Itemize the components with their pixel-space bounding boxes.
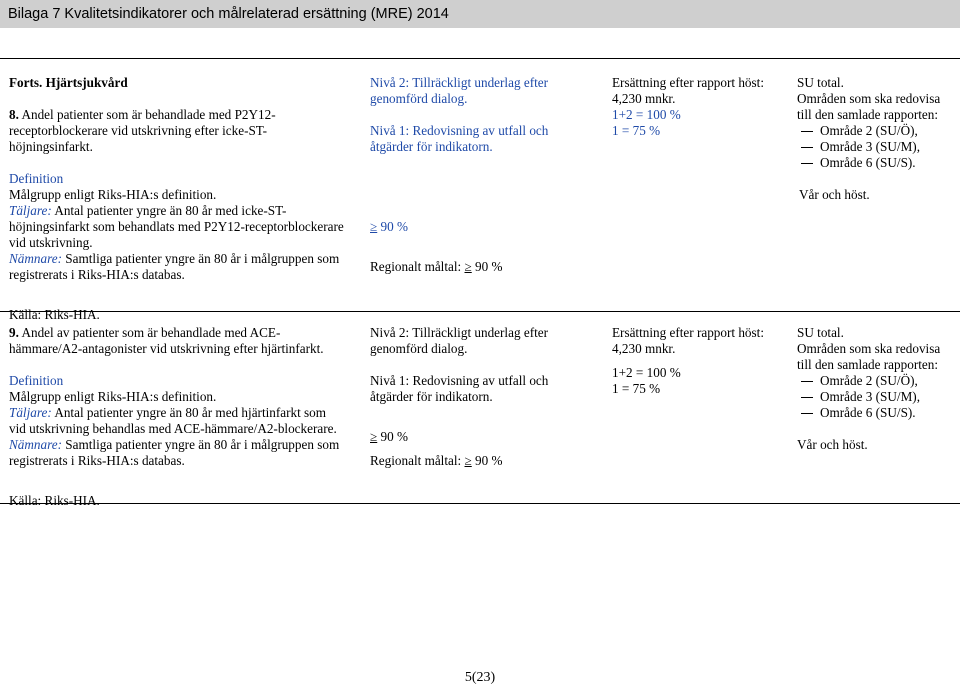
ge-sign: ≥ [370,219,378,234]
indicator-heading-line: receptorblockerare vid utskrivning efter icke-ST- [9,123,268,138]
regional-target-value: 90 % [471,259,503,274]
report-scope: SU total. [797,325,844,340]
area-list-item: Område 6 (SU/S). [797,405,957,421]
source-text: Källa: Riks-HIA. [9,307,100,322]
area-list-item: Område 2 (SU/Ö), [797,373,957,389]
compensation-cell [612,325,787,397]
level2-text: Nivå 2: Tillräckligt underlag efter [370,325,548,340]
level2-text: Nivå 2: Tillräckligt underlag efter [370,75,548,90]
numerator-label: Täljare: [9,203,52,218]
row-divider [0,311,960,312]
target-group-text: Målgrupp enligt Riks-HIA:s definition. [9,389,217,404]
report-areas-intro: Områden som ska redovisa [797,91,941,106]
reporting-season: Vår och höst. [799,187,870,202]
target-level-cell [370,325,590,469]
numerator-text: vid utskrivning. [9,235,93,250]
indicator-heading-line: höjningsinfarkt. [9,139,93,154]
denominator-label: Nämnare: [9,437,62,452]
report-scope: SU total. [797,75,844,90]
indicator-table [0,58,960,508]
compensation-amount: 4,230 mnkr. [612,91,676,106]
level1-text: Nivå 1: Redovisning av utfall och [370,123,549,138]
compensation-amount: 4,230 mnkr. [612,341,676,356]
area-list-item: Område 3 (SU/M), [797,139,957,155]
area-list-item: Område 2 (SU/Ö), [797,123,957,139]
area-list-item: Område 6 (SU/S). [797,155,957,171]
target-group-text: Målgrupp enligt Riks-HIA:s definition. [9,187,217,202]
reporting-season: Vår och höst. [797,437,868,452]
indicator-number: 9. [9,325,19,340]
page-number: 5(23) [464,670,496,685]
numerator-text: Antal patienter yngre än 80 år med icke-ST- [51,203,287,218]
indicator-heading-line: hämmare/A2-antagonister vid utskrivning efter hjärtinfarkt. [9,341,324,356]
report-areas-intro: till den samlade rapporten: [797,107,938,122]
regional-target-label: Regionalt måltal: [370,453,465,468]
level1-text: Nivå 1: Redovisning av utfall och [370,373,549,388]
compensation-rule: 1 = 75 % [612,123,661,138]
definition-label: Definition [9,171,64,186]
section-title: Forts. Hjärtsjukvård [9,75,128,90]
header-title: Bilaga 7 Kvalitetsindikatorer och målrelaterad ersättning (MRE) 2014 [8,6,449,22]
area-list-item: Område 3 (SU/M), [797,389,957,405]
reporting-cell [797,325,957,453]
report-areas-intro: till den samlade rapporten: [797,357,938,372]
denominator-text: registrerats i Riks-HIA:s databas. [9,267,185,282]
indicator-description-cell [9,325,354,509]
regional-target-value: 90 % [471,453,503,468]
compensation-text: Ersättning efter rapport höst: [612,325,764,340]
compensation-text: Ersättning efter rapport höst: [612,75,764,90]
ge-sign: ≥ [370,429,378,444]
indicator-number: 8. [9,107,19,122]
indicator-heading-line: Andel patienter som är behandlade med P2Y12- [18,107,276,122]
denominator-label: Nämnare: [9,251,62,266]
level1-text: åtgärder för indikatorn. [370,389,493,404]
target-level-cell [370,75,590,275]
denominator-text: registrerats i Riks-HIA:s databas. [9,453,185,468]
row-divider [0,503,960,504]
numerator-text: Antal patienter yngre än 80 år med hjärtinfarkt som [51,405,327,420]
indicator-description-cell [9,75,354,323]
source-text: Källa: Riks-HIA. [9,493,100,508]
regional-target-label: Regionalt måltal: [370,259,465,274]
denominator-text: Samtliga patienter yngre än 80 år i målgruppen som [62,251,340,266]
ge-sign: ≥ [464,259,472,274]
level2-text: genomförd dialog. [370,91,468,106]
compensation-rule: 1 = 75 % [612,381,661,396]
numerator-text: höjningsinfarkt som behandlats med P2Y12-receptorblockerare [9,219,344,234]
reporting-cell [797,75,957,203]
target-value: 90 % [377,429,409,444]
level1-text: åtgärder för indikatorn. [370,139,493,154]
compensation-rule: 1+2 = 100 % [612,365,681,380]
level2-text: genomförd dialog. [370,341,468,356]
target-value: 90 % [377,219,409,234]
report-areas-intro: Områden som ska redovisa [797,341,941,356]
compensation-cell [612,75,787,139]
denominator-text: Samtliga patienter yngre än 80 år i målgruppen som [62,437,340,452]
definition-label: Definition [9,373,64,388]
indicator-heading-line: Andel av patienter som är behandlade med ACE- [18,325,281,340]
numerator-text: vid utskrivning behandlas med ACE-hämmare/A2-blockerare. [9,421,337,436]
ge-sign: ≥ [464,453,472,468]
numerator-label: Täljare: [9,405,52,420]
compensation-rule: 1+2 = 100 % [612,107,681,122]
document-header [0,0,960,28]
